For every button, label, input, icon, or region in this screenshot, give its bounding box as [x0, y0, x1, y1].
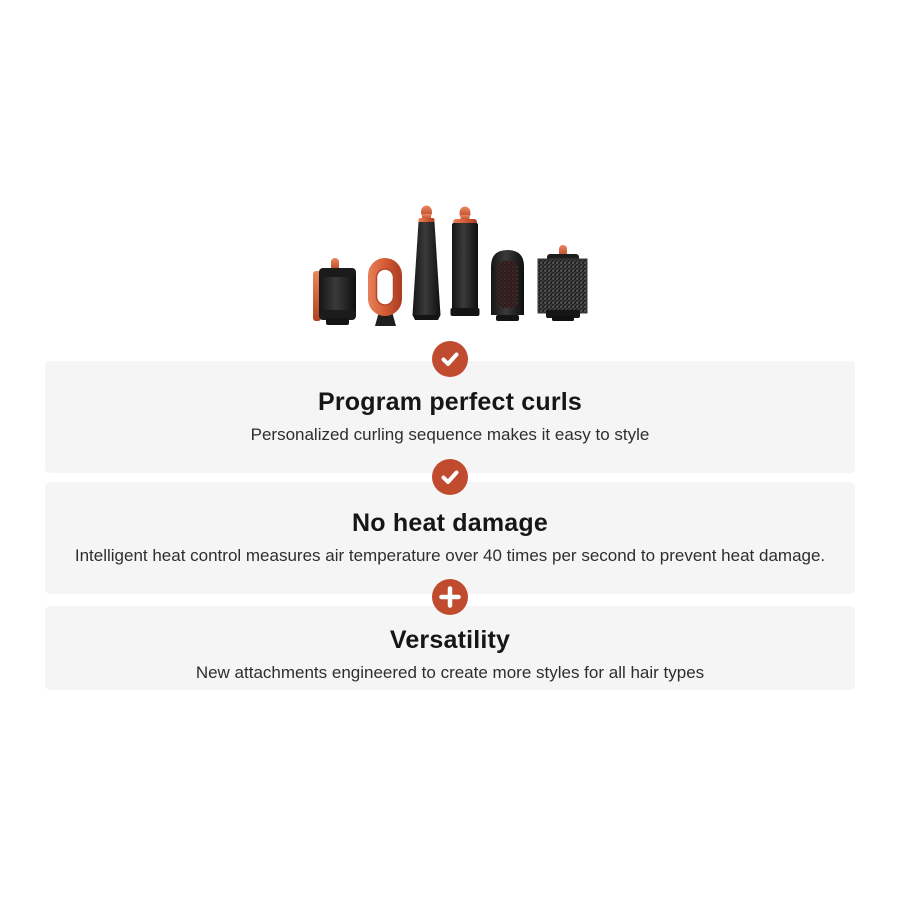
feature-description: New attachments engineered to create more styles for all hair types: [195, 663, 705, 682]
coanda-smoothing-dryer-icon: [368, 258, 402, 326]
round-volumising-brush-icon: [538, 245, 587, 321]
curling-barrel-icon: [451, 207, 480, 317]
soft-smoothing-brush-icon: [491, 250, 524, 321]
flyaway-smoother-icon: [313, 258, 356, 325]
feature-title: Versatility: [389, 626, 511, 654]
feature-card-versatility: [45, 606, 855, 690]
feature-title: Program perfect curls: [317, 388, 582, 416]
check-icon: [432, 341, 468, 377]
tapered-curling-barrel-icon: [413, 206, 441, 321]
feature-description: Personalized curling sequence makes it easy to style: [250, 425, 650, 444]
feature-description: Intelligent heat control measures air temperature over 40 times per second to prevent heat damage.: [74, 546, 826, 565]
check-icon: [432, 459, 468, 495]
attachments-illustration: [300, 202, 600, 342]
feature-card-no-heat-damage: [45, 482, 855, 594]
feature-card-program-perfect-curls: [45, 361, 855, 473]
feature-title: No heat damage: [352, 509, 548, 537]
product-image-attachments: [300, 202, 600, 342]
plus-icon: [432, 579, 468, 615]
